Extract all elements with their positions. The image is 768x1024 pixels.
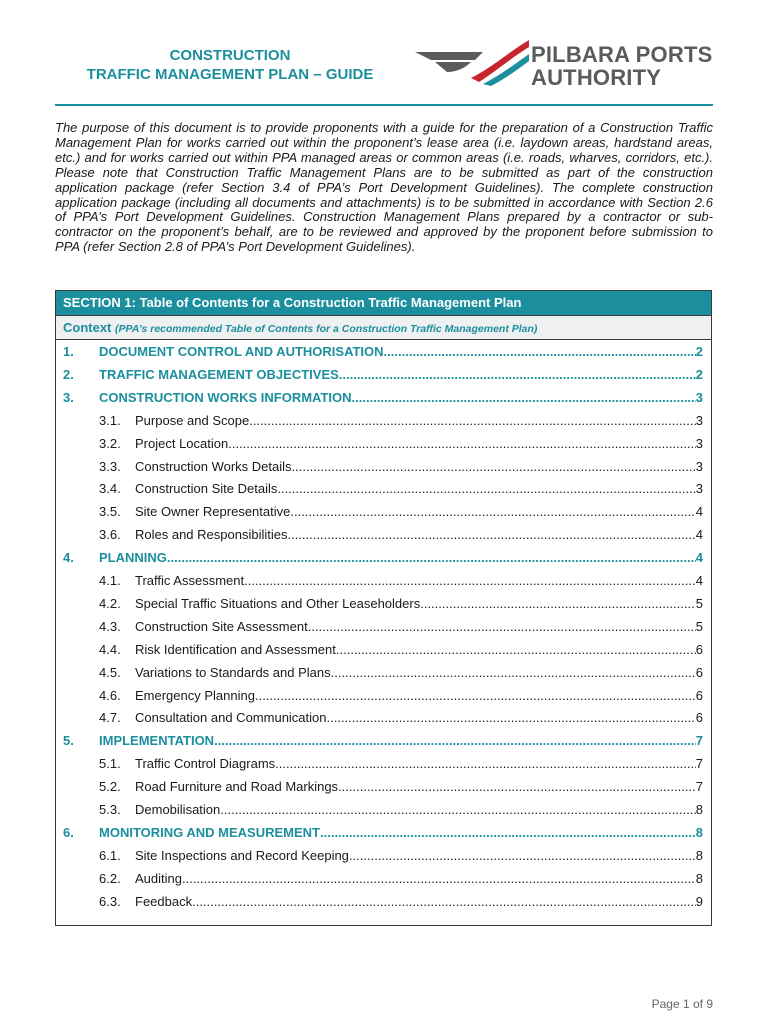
toc-entry-page: 2 <box>695 366 703 382</box>
toc-entry-number: 4.5. <box>99 664 121 680</box>
toc-entry-number: 3. <box>63 389 74 405</box>
toc-entry[interactable] <box>63 823 703 843</box>
toc-entry-page: 4 <box>695 550 703 566</box>
toc-leader-dots <box>349 846 696 866</box>
toc-entry[interactable] <box>99 640 703 660</box>
logo-text-line-2: AUTHORITY <box>531 65 662 90</box>
toc-entry-page: 6 <box>695 687 703 703</box>
toc-entry[interactable] <box>99 434 703 454</box>
page-header <box>55 38 713 104</box>
toc-entry-label: Emergency Planning <box>135 687 255 703</box>
toc-entry-number: 5.3. <box>99 802 121 817</box>
toc-leader-dots <box>275 754 696 774</box>
toc-entry-page: 5 <box>695 618 703 634</box>
toc-entry-number: 4.1. <box>99 573 121 588</box>
toc-entry-number: 2. <box>63 366 74 382</box>
toc-entry[interactable] <box>99 686 703 706</box>
toc-leader-dots <box>384 342 696 362</box>
toc-entry-label: CONSTRUCTION WORKS INFORMATION <box>99 389 352 405</box>
toc-leader-dots <box>320 823 696 843</box>
toc-entry-number: 3.5. <box>99 504 121 520</box>
toc-entry[interactable] <box>63 388 703 408</box>
toc-entry-page: 7 <box>695 756 703 772</box>
toc-leader-dots <box>220 800 696 820</box>
toc-entry-number: 4.3. <box>99 618 121 634</box>
toc-entry-page: 4 <box>695 504 703 520</box>
toc-leader-dots <box>327 708 696 728</box>
toc-entry[interactable] <box>99 800 703 820</box>
document-title <box>55 46 405 84</box>
toc-entry[interactable] <box>99 869 703 889</box>
toc-entry-page: 3 <box>695 389 703 405</box>
toc-entry[interactable] <box>99 846 703 866</box>
logo-wordmark <box>531 43 712 89</box>
toc-entry-page: 8 <box>695 824 703 840</box>
toc-entry[interactable] <box>99 617 703 637</box>
toc-entry-page: 4 <box>695 527 703 543</box>
toc-entry-number: 5.2. <box>99 779 121 795</box>
toc-entry-label: IMPLEMENTATION <box>99 733 215 749</box>
toc-leader-dots <box>352 388 696 408</box>
toc-entry-label: TRAFFIC MANAGEMENT OBJECTIVES <box>99 366 339 382</box>
toc-leader-dots <box>244 571 696 591</box>
toc-entry-label: Site Inspections and Record Keeping <box>135 847 349 863</box>
toc-entry[interactable] <box>99 479 703 499</box>
toc-entry-page: 3 <box>695 481 703 497</box>
toc-entry[interactable] <box>99 457 703 477</box>
toc-leader-dots <box>292 457 696 477</box>
toc-entry-number: 4. <box>63 550 74 566</box>
page-number: Page 1 of 9 <box>651 997 713 1011</box>
toc-entry[interactable] <box>99 594 703 614</box>
toc-entry-page: 4 <box>695 573 703 588</box>
toc-entry-label: Consultation and Communication <box>135 710 327 726</box>
toc-entry-number: 4.6. <box>99 687 121 703</box>
toc-entry-page: 3 <box>695 412 703 428</box>
toc-leader-dots <box>214 731 696 751</box>
toc-leader-dots <box>277 479 695 499</box>
toc-entry[interactable] <box>63 342 703 362</box>
toc-entry-page: 7 <box>695 733 703 749</box>
title-line-1: CONSTRUCTION <box>169 47 291 64</box>
toc-leader-dots <box>338 777 696 797</box>
toc-entry[interactable] <box>99 571 703 591</box>
toc-entry[interactable] <box>99 502 703 522</box>
intro-paragraph: The purpose of this document is to provide proponents with a guide for the preparation of a Construction Traffic Management Plan for works carried out within the proponent’s lease area (i.e. laydown areas, hardstand areas, etc.) and for works carried out within PPA managed areas or common areas (i.e. roads, wharves, corridors, etc.). Please note that Construction Traffic Management Plans are to be submitted as part of the construction application package (refer Section 3.4 of PPA’s Port Development Guidelines). The complete construction application package (including all documents and attachments) is to be submitted in accordance with Section 2.6 of PPA’s Port Development Guidelines. Construction Management Plans prepared by a contractor or sub-contractor on the proponent’s behalf, are to be reviewed and approved by the proponent before submission to PPA (refer Section 2.8 of PPA’s Port Development Guidelines). <box>55 120 713 255</box>
toc-leader-dots <box>249 411 696 431</box>
context-label: Context <box>63 320 112 335</box>
toc-entry[interactable] <box>99 663 703 683</box>
context-note: (PPA’s recommended Table of Contents for a Construction Traffic Management Plan) <box>115 323 538 335</box>
toc-entry-label: Auditing <box>135 870 182 886</box>
toc-entry[interactable] <box>99 525 703 545</box>
toc-leader-dots <box>420 594 696 614</box>
toc-leader-dots <box>339 365 696 385</box>
toc-entry-page: 8 <box>695 847 703 863</box>
toc-entry-number: 6. <box>63 824 74 840</box>
title-line-2: TRAFFIC MANAGEMENT PLAN – GUIDE <box>86 66 374 83</box>
toc-entry-label: DOCUMENT CONTROL AND AUTHORISATION <box>99 344 384 359</box>
toc-entry-label: Variations to Standards and Plans <box>135 664 331 680</box>
toc-entry-label: Risk Identification and Assessment <box>135 641 336 657</box>
toc-entry-page: 6 <box>695 641 703 657</box>
toc-entry-label: Road Furniture and Road Markings <box>135 779 339 795</box>
toc-entry-number: 3.4. <box>99 481 121 497</box>
context-row <box>56 316 711 340</box>
toc-leader-dots <box>308 617 696 637</box>
toc-entry-page: 8 <box>695 870 703 886</box>
toc-entry-page: 6 <box>695 664 703 680</box>
toc-entry-page: 7 <box>695 779 703 795</box>
toc-leader-dots <box>287 525 695 545</box>
toc-entry-page: 3 <box>695 458 703 474</box>
toc-leader-dots <box>182 869 696 889</box>
toc-entry-page: 5 <box>695 595 703 611</box>
toc-entry[interactable] <box>63 548 703 568</box>
toc-leader-dots <box>167 548 696 568</box>
toc-entry-number: 4.7. <box>99 710 121 726</box>
toc-entry-label: Construction Site Assessment <box>135 618 308 634</box>
toc-entry[interactable] <box>63 731 703 751</box>
toc-entry-number: 6.2. <box>99 870 121 886</box>
toc-entry-number: 6.3. <box>99 893 121 909</box>
toc-entry-number: 3.2. <box>99 435 121 451</box>
toc-entry-number: 5. <box>63 733 74 749</box>
toc-entry[interactable] <box>99 411 703 431</box>
toc-leader-dots <box>336 640 696 660</box>
logo-text-line-1: PILBARA PORTS <box>531 42 713 67</box>
toc-entry-number: 3.1. <box>99 412 121 428</box>
toc-entry-number: 6.1. <box>99 847 121 863</box>
toc-entry[interactable] <box>99 777 703 797</box>
toc-entry-number: 5.1. <box>99 756 121 772</box>
pilbara-ports-logo <box>413 38 713 94</box>
toc-leader-dots <box>192 892 696 912</box>
toc-entry-page: 6 <box>695 710 703 726</box>
toc-entry-label: Purpose and Scope <box>135 412 250 428</box>
toc-leader-dots <box>331 663 696 683</box>
header-divider <box>55 104 713 106</box>
logo-mark-icon <box>413 38 533 94</box>
toc-entry-number: 3.3. <box>99 458 121 474</box>
toc-leader-dots <box>255 686 696 706</box>
toc-entry[interactable] <box>99 892 703 912</box>
toc-leader-dots <box>290 502 695 522</box>
toc-entry[interactable] <box>99 754 703 774</box>
toc-entry-page: 3 <box>695 435 703 451</box>
toc-entry[interactable] <box>63 365 703 385</box>
toc-section-box <box>55 290 712 926</box>
section-heading: SECTION 1: Table of Contents for a Construction Traffic Management Plan <box>56 291 711 316</box>
toc-entry-page: 9 <box>695 893 703 909</box>
toc-entry-page: 8 <box>695 802 703 817</box>
toc-entry-label: PLANNING <box>99 550 167 566</box>
toc-entry-number: 4.4. <box>99 641 121 657</box>
toc-entry-number: 3.6. <box>99 527 121 543</box>
toc-entry-label: Construction Site Details <box>135 481 278 497</box>
toc-entry-number: 4.2. <box>99 595 121 611</box>
toc-entry-label: Feedback <box>135 893 193 909</box>
toc-entry[interactable] <box>99 708 703 728</box>
toc-entry-label: Roles and Responsibilities <box>135 527 288 543</box>
toc-entry-label: Traffic Assessment <box>135 573 245 588</box>
toc-entry-number: 1. <box>63 344 74 359</box>
toc-entry-label: Special Traffic Situations and Other Leaseholders <box>135 595 421 611</box>
toc-entry-label: Traffic Control Diagrams <box>135 756 276 772</box>
toc-entry-label: MONITORING AND MEASUREMENT <box>99 824 320 840</box>
toc-entry-label: Site Owner Representative <box>135 504 291 520</box>
toc-entry-label: Construction Works Details <box>135 458 292 474</box>
toc-entry-label: Demobilisation <box>135 802 221 817</box>
toc-entry-label: Project Location <box>135 435 229 451</box>
toc-leader-dots <box>228 434 696 454</box>
toc-entry-page: 2 <box>695 344 703 359</box>
